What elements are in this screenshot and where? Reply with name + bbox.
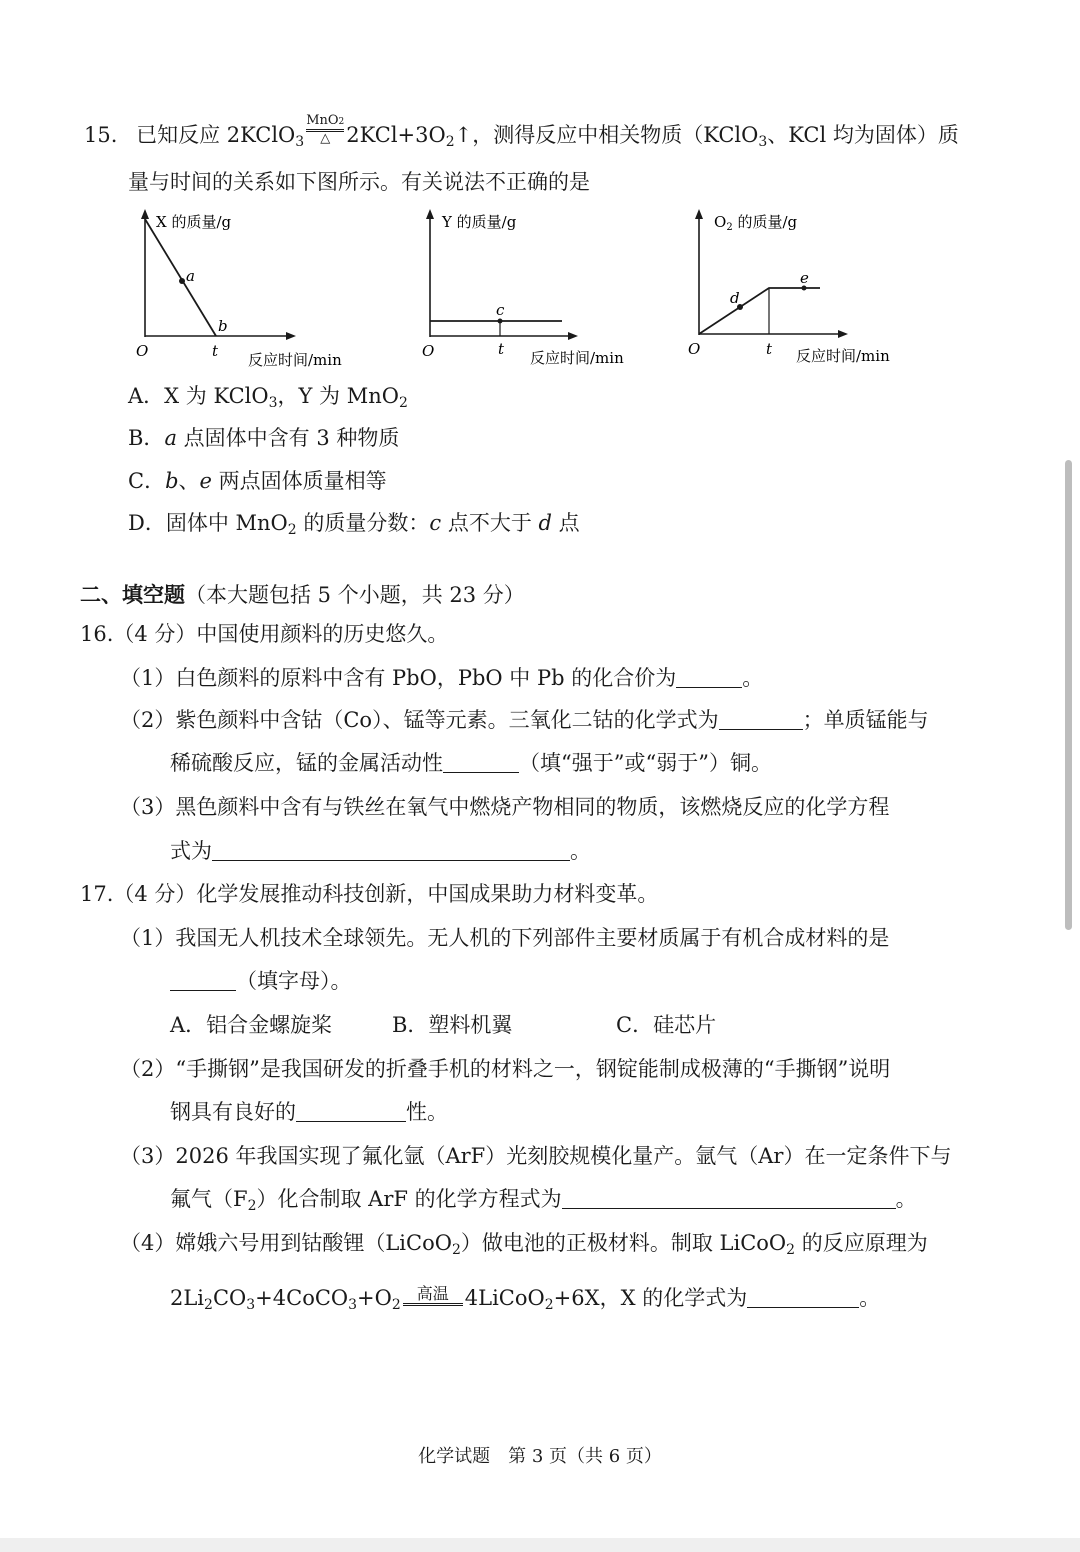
question-text: 钢具有良好的 bbox=[170, 1100, 296, 1124]
option-text: D．固体中 MnO bbox=[128, 511, 288, 535]
point-label-a: a bbox=[186, 267, 195, 285]
q17-part1-line2 bbox=[170, 967, 352, 995]
graph-o2-mass bbox=[680, 205, 920, 379]
x-axis-arrow bbox=[568, 332, 578, 340]
stem-text: 、KCl 均为固体）质 bbox=[767, 123, 959, 147]
q17-part3-line1: （3）2026 年我国实现了氟化氩（ArF）光刻胶规模化量产。氩气（Ar）在一定条件下与 bbox=[120, 1144, 952, 1168]
q16-part2-line1 bbox=[120, 706, 929, 734]
x-axis-arrow bbox=[838, 330, 848, 338]
subscript: 2 bbox=[726, 222, 733, 233]
bottom-strip bbox=[0, 1538, 1080, 1552]
equation-text: 4LiCoO bbox=[464, 1286, 545, 1310]
answer-blank[interactable] bbox=[562, 1188, 896, 1209]
subscript: 3 bbox=[268, 395, 278, 411]
heat-symbol: △ bbox=[320, 131, 331, 146]
section-header bbox=[80, 581, 525, 609]
question-text: （填字母）。 bbox=[236, 969, 352, 993]
subscript: 3 bbox=[295, 134, 305, 150]
graph-x-mass bbox=[128, 205, 368, 379]
subscript: 2 bbox=[247, 1198, 257, 1214]
origin-label: O bbox=[688, 340, 701, 358]
option-a: A．铝合金螺旋桨 bbox=[170, 1013, 333, 1037]
question-text: ）做电池的正极材料。制取 LiCoO bbox=[460, 1231, 787, 1255]
question-text: 的反应原理为 bbox=[795, 1231, 928, 1255]
subscript: 2 bbox=[338, 117, 345, 127]
page-footer: 化学试题 第 3 页（共 6 页） bbox=[418, 1446, 662, 1467]
q16-head: 16.（4 分）中国使用颜料的历史悠久。 bbox=[80, 622, 449, 646]
question-text: （4）嫦娥六号用到钴酸锂（LiCoO bbox=[120, 1231, 452, 1255]
condition-label: 高温 bbox=[416, 1284, 449, 1303]
option-text: 点不大于 bbox=[441, 511, 539, 535]
point-ref: e bbox=[199, 469, 212, 493]
subscript: 3 bbox=[348, 1297, 358, 1313]
subscript: 3 bbox=[246, 1297, 256, 1313]
y-axis-arrow bbox=[695, 209, 703, 219]
q17-part3-line2 bbox=[170, 1185, 917, 1220]
question-text: （2）紫色颜料中含钴（Co）、锰等元素。三氧化二钴的化学式为 bbox=[120, 708, 719, 732]
stem-text: ↑，测得反应中相关物质（KClO bbox=[454, 123, 759, 147]
point-a bbox=[179, 278, 185, 284]
y-axis-arrow bbox=[141, 209, 149, 219]
equation-text: CO bbox=[212, 1286, 247, 1310]
section-note: （本大题包括 5 个小题，共 23 分） bbox=[185, 583, 525, 607]
graph-y-mass bbox=[412, 205, 652, 379]
equation-text: +6X，X 的化学式为 bbox=[553, 1286, 748, 1310]
subscript: 2 bbox=[786, 1242, 796, 1258]
equation-text: 2Li bbox=[170, 1286, 205, 1310]
x-axis-label: 反应时间/min bbox=[248, 351, 342, 369]
option-text: A．X 为 KClO bbox=[128, 384, 269, 408]
subscript: 3 bbox=[758, 134, 768, 150]
graph-y-svg bbox=[412, 205, 652, 375]
question-text: 氟气（F bbox=[170, 1187, 248, 1211]
answer-blank[interactable] bbox=[676, 667, 742, 688]
equation-text: +4CoCO bbox=[255, 1286, 349, 1310]
q15-option-d bbox=[128, 509, 580, 544]
q15-stem-line1 bbox=[84, 114, 959, 156]
y-axis-label: X 的质量/g bbox=[156, 213, 232, 231]
reaction-condition bbox=[306, 114, 344, 146]
y-axis-label bbox=[714, 213, 798, 233]
point-label-b: b bbox=[218, 317, 228, 335]
answer-blank[interactable] bbox=[719, 709, 803, 730]
point-label-e: e bbox=[800, 269, 809, 287]
point-label-d: d bbox=[730, 289, 740, 307]
point-c bbox=[498, 319, 503, 324]
answer-blank[interactable] bbox=[747, 1287, 859, 1308]
y-axis-label: Y 的质量/g bbox=[442, 213, 517, 231]
q17-option-c: C．硅芯片 bbox=[616, 1013, 717, 1037]
q17-head: 17.（4 分）化学发展推动科技创新，中国成果助力材料变革。 bbox=[80, 882, 659, 906]
equation-text: 。 bbox=[859, 1286, 881, 1310]
stem-text: 已知反应 2KClO bbox=[136, 123, 296, 147]
point-label-c: c bbox=[496, 301, 505, 319]
option-text: 点固体中含有 3 种物质 bbox=[176, 426, 400, 450]
scrollbar-thumb[interactable] bbox=[1065, 460, 1072, 930]
o2-mass-line bbox=[699, 288, 820, 334]
point-ref: a bbox=[164, 426, 177, 450]
option-text: C． bbox=[128, 469, 166, 493]
question-text: （填“强于”或“弱于”）铜。 bbox=[519, 751, 772, 775]
subscript: 2 bbox=[204, 1297, 213, 1313]
question-text: （1）白色颜料的原料中含有 PbO，PbO 中 Pb 的化合价为 bbox=[120, 666, 677, 690]
answer-blank[interactable] bbox=[296, 1101, 406, 1122]
subscript: 2 bbox=[287, 522, 297, 538]
point-ref: d bbox=[538, 511, 552, 535]
point-ref: b bbox=[165, 469, 179, 493]
q15-option-b bbox=[128, 424, 399, 452]
q17-option-b: B．塑料机翼 bbox=[392, 1013, 513, 1037]
subscript: 2 bbox=[445, 134, 455, 150]
equation-text: +O bbox=[357, 1286, 392, 1310]
q17-options bbox=[170, 1011, 332, 1039]
q16-part3-line1: （3）黑色颜料中含有与铁丝在氧气中燃烧产物相同的物质，该燃烧反应的化学方程 bbox=[120, 795, 890, 819]
option-text: 的质量分数： bbox=[296, 511, 430, 535]
q17-part1-line1: （1）我国无人机技术全球领先。无人机的下列部件主要材质属于有机合成材料的是 bbox=[120, 926, 890, 950]
origin-label: O bbox=[422, 342, 435, 360]
question-text: 。 bbox=[742, 666, 764, 690]
option-text: 两点固体质量相等 bbox=[211, 469, 387, 493]
q17-part2-line1: （2）“手撕钢”是我国研发的折叠手机的材料之一，钢锭能制成极薄的“手撕钢”说明 bbox=[120, 1057, 891, 1081]
y-label-rest: 的质量/g bbox=[732, 213, 798, 231]
option-text: 、 bbox=[178, 469, 200, 493]
option-text: ，Y 为 MnO bbox=[277, 384, 399, 408]
catalyst-label: MnO bbox=[306, 113, 339, 128]
t-tick-label: t bbox=[766, 340, 773, 358]
question-text: 性。 bbox=[406, 1100, 448, 1124]
question-text: 。 bbox=[570, 839, 591, 863]
answer-blank[interactable] bbox=[212, 840, 570, 861]
x-mass-line bbox=[145, 219, 216, 336]
t-tick-label: t bbox=[498, 340, 505, 358]
question-text: 稀硫酸反应，锰的金属活动性 bbox=[170, 751, 443, 775]
answer-blank[interactable] bbox=[443, 752, 519, 773]
question-text: 式为 bbox=[170, 839, 212, 863]
subscript: 2 bbox=[391, 1297, 401, 1313]
question-text: ；单质锰能与 bbox=[802, 708, 929, 732]
y-label-o: O bbox=[714, 213, 727, 231]
q17-part4-line1 bbox=[120, 1229, 928, 1264]
q15-option-a bbox=[128, 382, 408, 417]
reaction-condition bbox=[403, 1285, 463, 1306]
question-text: 。 bbox=[895, 1187, 917, 1211]
subscript: 2 bbox=[451, 1242, 461, 1258]
question-text: ）化合制取 ArF 的化学方程式为 bbox=[256, 1187, 562, 1211]
graph-x-svg bbox=[128, 205, 368, 375]
x-axis-arrow bbox=[286, 332, 296, 340]
q16-part3-line2 bbox=[170, 837, 591, 865]
subscript: 2 bbox=[398, 395, 408, 411]
section-title: 二、填空题 bbox=[80, 582, 185, 607]
point-ref: c bbox=[429, 511, 442, 535]
x-axis-label: 反应时间/min bbox=[530, 349, 624, 367]
stem-text: 2KCl+3O bbox=[346, 123, 446, 147]
t-tick-label: t bbox=[212, 342, 219, 360]
equals-bar bbox=[403, 1303, 463, 1306]
q17-part2-line2 bbox=[170, 1098, 448, 1126]
subscript: 2 bbox=[544, 1297, 554, 1313]
y-axis-arrow bbox=[426, 209, 434, 219]
question-number: 15. bbox=[84, 123, 118, 147]
option-text: B． bbox=[128, 426, 165, 450]
q16-part2-line2 bbox=[170, 749, 772, 777]
q15-option-c bbox=[128, 467, 387, 495]
x-axis-label: 反应时间/min bbox=[796, 347, 890, 365]
origin-label: O bbox=[136, 342, 149, 360]
q15-stem-line2: 量与时间的关系如下图所示。有关说法不正确的是 bbox=[128, 170, 590, 194]
graph-o2-svg bbox=[680, 205, 920, 375]
q17-part4-equation bbox=[170, 1284, 880, 1319]
option-text: 点 bbox=[551, 511, 580, 535]
answer-blank[interactable] bbox=[170, 970, 236, 991]
q16-part1 bbox=[120, 664, 763, 692]
